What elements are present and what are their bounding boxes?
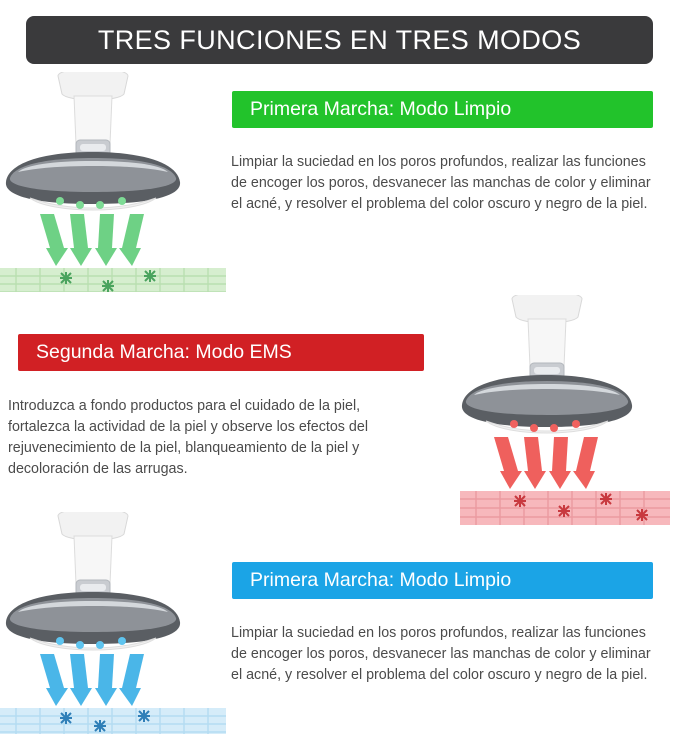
page-title: TRES FUNCIONES EN TRES MODOS [97, 24, 582, 55]
section-1-label-bar [232, 91, 653, 128]
section-1-label: Primera Marcha: Modo Limpio [250, 98, 512, 120]
section-1-body: Limpiar la suciedad en los poros profundos, realizar las funciones de encoger los poros, desvanecer las manchas de color y eliminar el acné, y resolver el problema del color oscuro y negro de la piel. [231, 154, 651, 212]
section-3-label: Primera Marcha: Modo Limpio [250, 569, 512, 591]
section-3-body: Limpiar la suciedad en los poros profundos, realizar las funciones de encoger los poros, desvanecer las manchas de color y eliminar el acné, y resolver el problema del color oscuro y negro de la piel. [231, 625, 651, 683]
illustration-blue-mode [0, 512, 226, 734]
illustration-green-mode [0, 72, 226, 292]
section-2-label-bar [18, 334, 424, 371]
illustration-red-mode [460, 295, 670, 527]
page-title-banner [26, 16, 653, 64]
section-3-label-bar [232, 562, 653, 599]
section-2-label: Segunda Marcha: Modo EMS [36, 341, 292, 363]
section-2-body: Introduzca a fondo productos para el cuidado de la piel, fortalezca la actividad de la piel y observe los efectos del rejuvenecimiento de la piel, blanqueamiento de la piel y decoloración de las arrugas. [8, 398, 369, 477]
